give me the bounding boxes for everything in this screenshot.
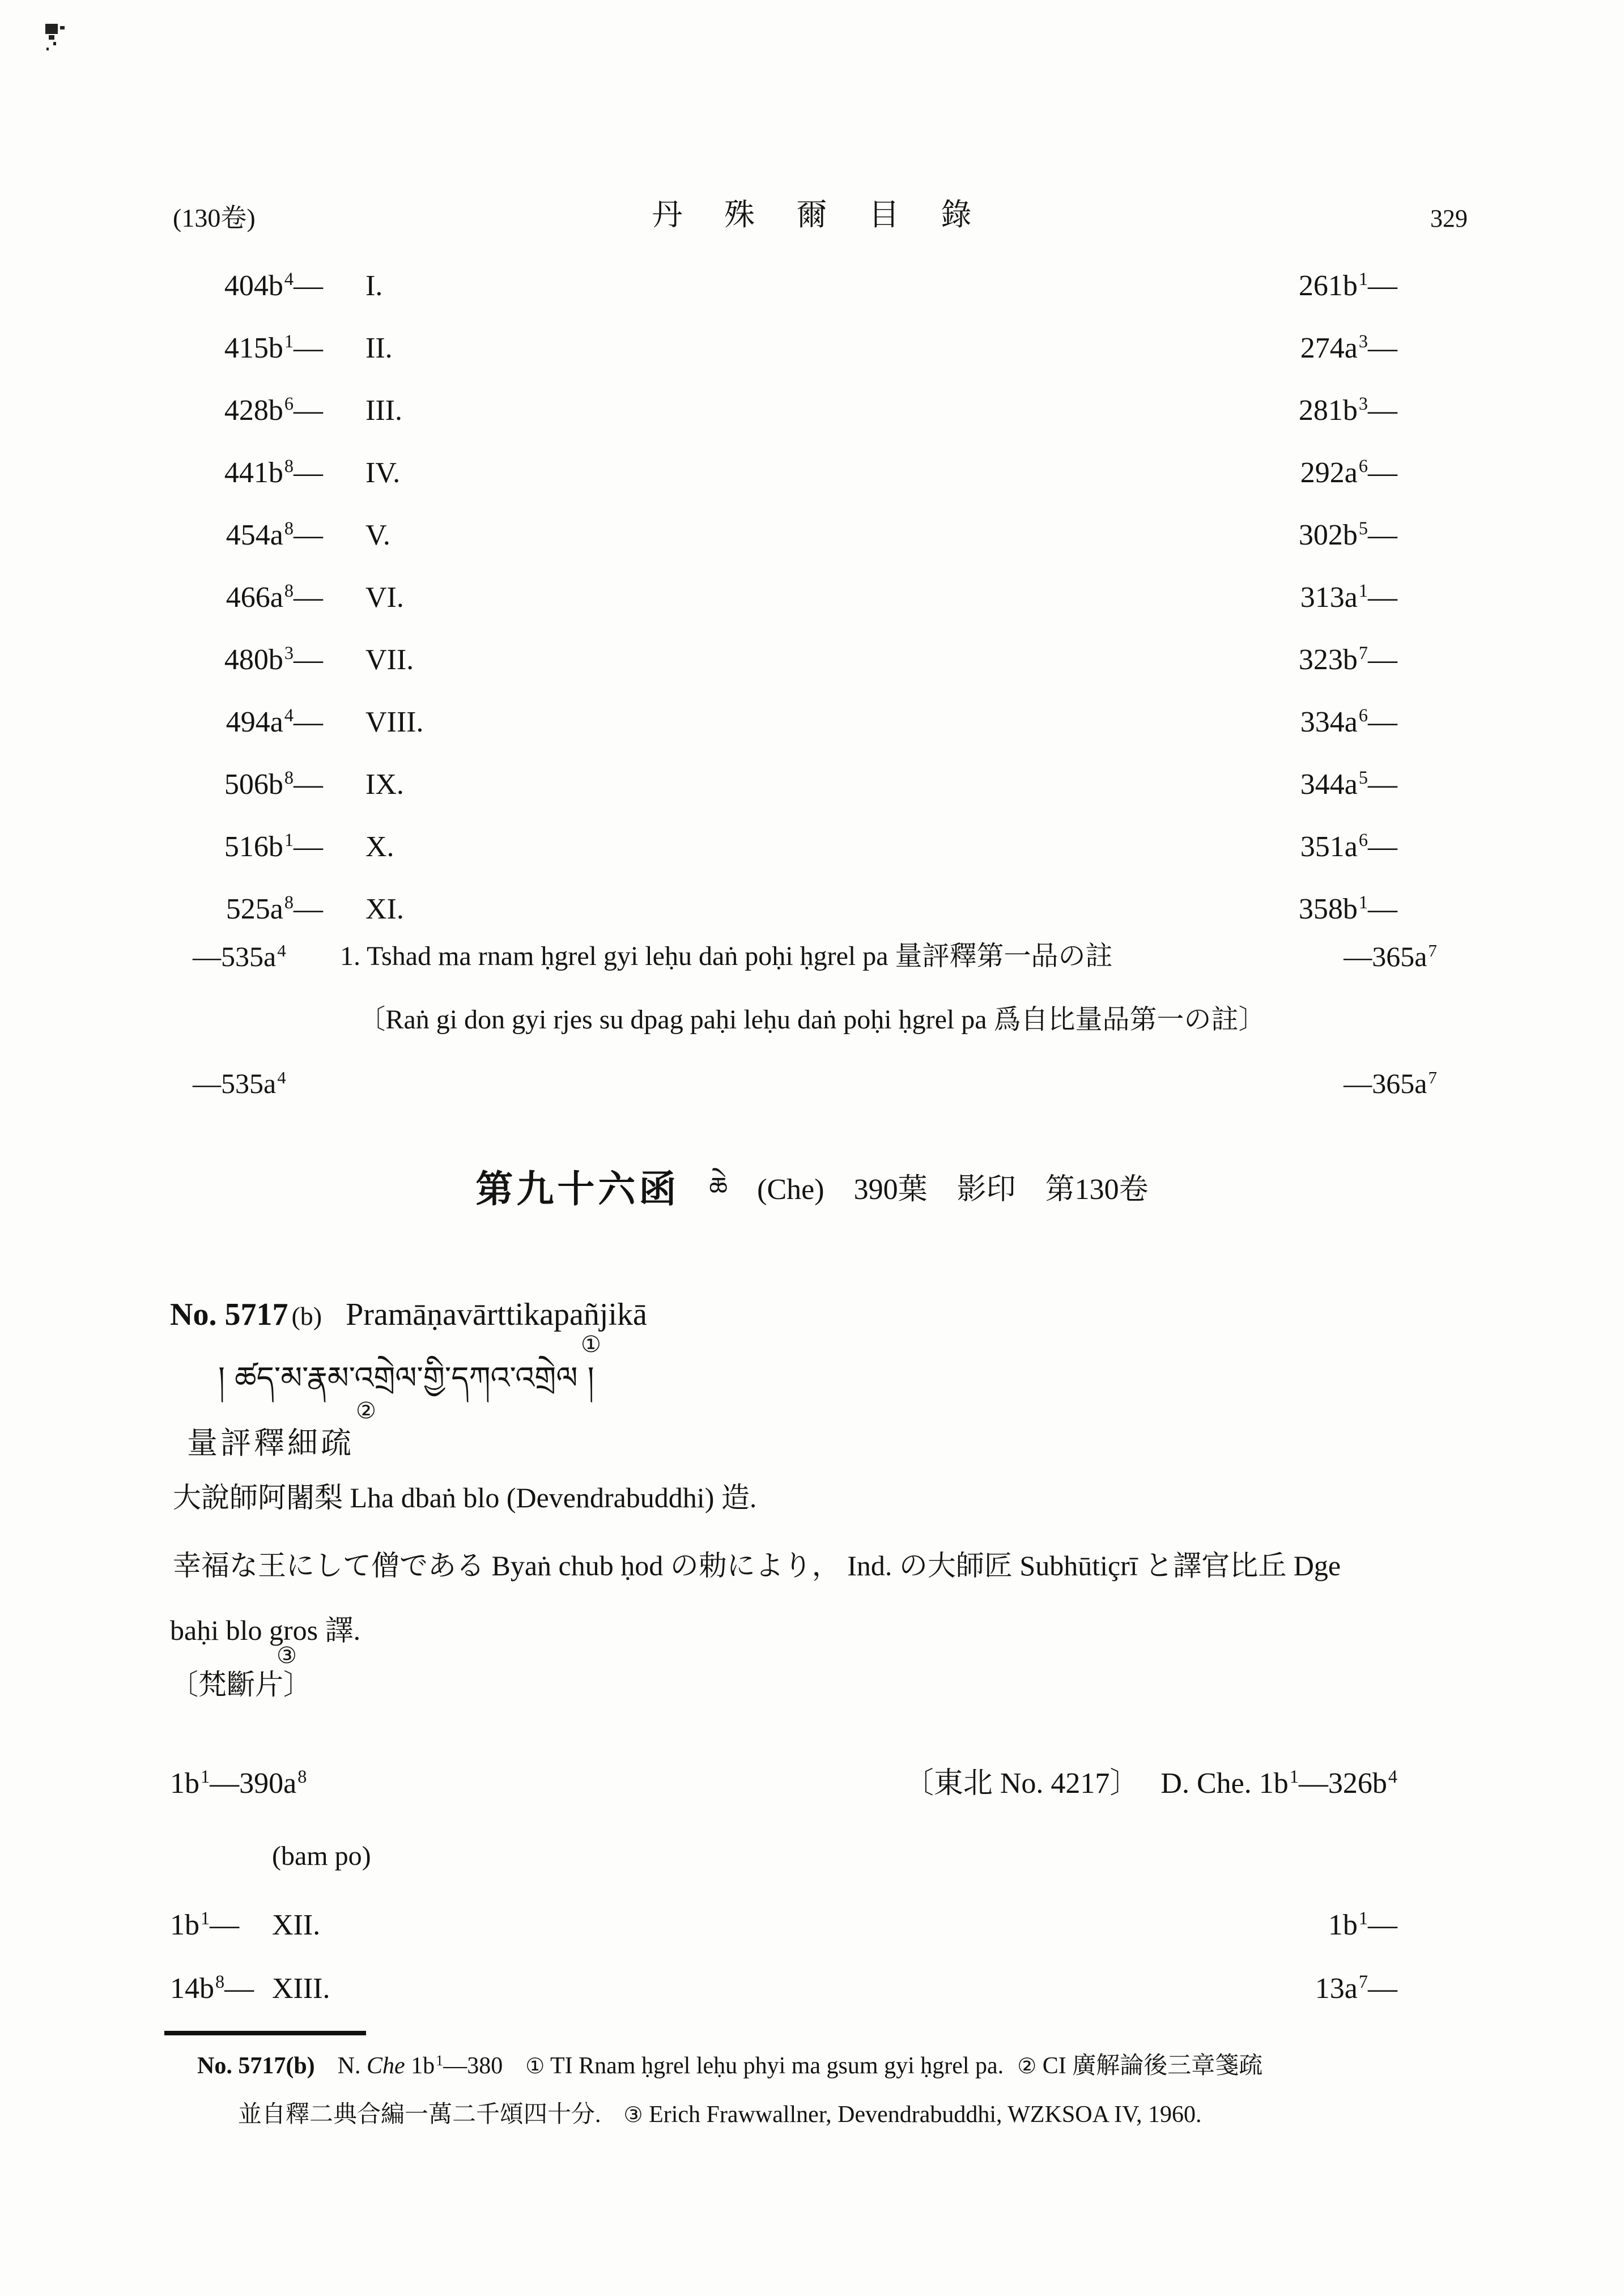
entry-gloss-row xyxy=(0,993,1624,1047)
superscript: 8 xyxy=(297,1766,307,1787)
folio-start: $494a^4—$ xyxy=(226,705,323,738)
dash: — xyxy=(1368,457,1397,489)
fragment-note: 〔梵斷片〕 xyxy=(170,1669,312,1700)
dash: — xyxy=(294,270,323,302)
note-mark-2: ② xyxy=(356,1398,379,1424)
dash: — xyxy=(294,581,323,614)
folio-row xyxy=(0,691,1624,754)
superscript: 8 xyxy=(284,518,294,539)
footnote-line-2 xyxy=(238,2098,1465,2132)
folio-start: $428b^6—$ xyxy=(224,393,323,427)
folio-row xyxy=(0,317,1624,380)
roman-numeral: VII. xyxy=(365,644,414,676)
folio-table xyxy=(0,255,1624,941)
footnote-mark-3: ③ xyxy=(623,2102,643,2127)
dash: — xyxy=(1368,394,1397,427)
chinese-title-line xyxy=(187,1398,379,1460)
folio-start: $14b^8—$ xyxy=(170,1971,254,2005)
folio-end: $313a^1—$ xyxy=(1300,580,1397,614)
tohoku-reference: 〔東北 No. 4217〕 D. Che. $1b^1—326b^4$ xyxy=(904,1766,1397,1800)
superscript: 7 xyxy=(1428,940,1437,960)
dash: — xyxy=(294,706,323,738)
superscript: 4 xyxy=(1388,1766,1397,1787)
roman-numeral: X. xyxy=(365,831,394,863)
folio-row xyxy=(0,567,1624,629)
superscript: 4 xyxy=(277,1067,286,1087)
roman-numeral: XIII. xyxy=(272,1972,330,2005)
dash: — xyxy=(294,519,323,551)
dash: — xyxy=(294,893,323,925)
header-volume-label: (130卷) xyxy=(173,203,256,232)
work-number: No. 5717 xyxy=(170,1297,288,1332)
superscript: 1 xyxy=(284,331,294,352)
che-italic: Che xyxy=(367,2053,405,2079)
superscript: 3 xyxy=(284,643,294,664)
superscript: 1 xyxy=(201,1907,210,1928)
superscript: 6 xyxy=(1358,830,1368,851)
extent-start: $1b^1—390a^8$ xyxy=(170,1766,307,1800)
dash: — xyxy=(294,332,323,364)
superscript: 8 xyxy=(284,456,294,477)
dash: — xyxy=(294,768,323,801)
footnote-mark-2: ② xyxy=(1017,2053,1037,2078)
dash: — xyxy=(294,457,323,489)
folio-row xyxy=(0,629,1624,691)
folio-start: $480b^3—$ xyxy=(224,643,323,676)
superscript: 1 xyxy=(1358,269,1368,290)
footnote-note-1: TI Rnam ḥgrel leḥu phyi ma gsum gyi ḥgrel pa. xyxy=(545,2053,1004,2079)
folio-end: $13a^7—$ xyxy=(1315,1971,1397,2005)
roman-numeral: XI. xyxy=(365,893,404,925)
work-number-line xyxy=(170,1299,647,1330)
superscript: 1 xyxy=(284,830,294,851)
dash: — xyxy=(1368,1972,1397,2005)
tibetan-letter: ཆེ xyxy=(709,1171,728,1202)
chapter-row xyxy=(0,1967,1624,2010)
folio-row xyxy=(0,754,1624,816)
superscript: 3 xyxy=(1358,331,1368,352)
fragment-note-line xyxy=(170,1643,312,1700)
tibetan-title: ། ཚད་མ་རྣམ་འགྲེལ་གྱི་དཀའ་འགྲེལ ། xyxy=(218,1360,594,1396)
dash: — xyxy=(224,1972,254,2005)
superscript: 1 xyxy=(1358,580,1368,601)
superscript: 8 xyxy=(215,1971,225,1992)
folio-end: $358b^1—$ xyxy=(1298,892,1397,925)
folio-start: $454a^8—$ xyxy=(226,518,323,551)
roman-numeral: I. xyxy=(365,270,383,302)
dash: — xyxy=(294,394,323,427)
page-header xyxy=(173,199,1468,239)
dash: — xyxy=(1368,1908,1397,1941)
dash: — xyxy=(1368,581,1397,614)
translator-line-2: baḥi blo gros 譯. xyxy=(170,1614,361,1646)
dash: — xyxy=(294,831,323,863)
chapter-entry-row xyxy=(0,928,1624,985)
dash: — xyxy=(1368,768,1397,801)
entry-title: 1. Tshad ma rnam ḥgrel gyi leḥu daṅ poḥi ḥgrel pa 量評釋第一品の註 xyxy=(340,941,1113,971)
roman-numeral: IX. xyxy=(365,768,404,801)
dash: — xyxy=(1368,706,1397,738)
superscript: 1 xyxy=(436,2052,444,2069)
closing-folio-row xyxy=(0,1055,1624,1112)
superscript: 8 xyxy=(284,892,294,913)
folio-row xyxy=(0,442,1624,504)
superscript: 1 xyxy=(1358,1907,1368,1928)
chapter-row xyxy=(0,1904,1624,1946)
dash: — xyxy=(294,644,323,676)
footnote-line-1 xyxy=(197,2049,1465,2084)
dash: — xyxy=(1368,270,1397,302)
author-line: 大說師阿闍梨 Lha dbaṅ blo (Devendrabuddhi) 造. xyxy=(173,1482,757,1513)
roman-numeral: VIII. xyxy=(365,706,424,738)
folio-end: $274a^3—$ xyxy=(1300,331,1397,364)
dash: — xyxy=(1368,332,1397,364)
dash: — xyxy=(1368,893,1397,925)
roman-numeral: V. xyxy=(365,519,390,551)
folio-end: $323b^7—$ xyxy=(1298,643,1397,676)
tibetan-title-line xyxy=(218,1332,601,1396)
volume-heading xyxy=(0,1156,1624,1224)
superscript: 4 xyxy=(284,705,294,726)
dash: — xyxy=(1368,644,1397,676)
folio-end: $281b^3—$ xyxy=(1298,393,1397,427)
superscript: 7 xyxy=(1428,1067,1437,1087)
roman-numeral: XII. xyxy=(272,1908,321,1941)
roman-numeral: II. xyxy=(365,332,393,364)
folio-end: $261b^1—$ xyxy=(1298,269,1397,302)
scan-artifact xyxy=(45,24,68,50)
footnote-label: No. 5717(b) xyxy=(197,2053,315,2079)
extent-line xyxy=(170,1766,1397,1800)
superscript: 5 xyxy=(1358,767,1368,788)
folio-row xyxy=(0,380,1624,442)
folio-start: $516b^1—$ xyxy=(224,830,323,863)
superscript: 3 xyxy=(1358,393,1368,414)
folio-start: $525a^8—$ xyxy=(226,892,323,925)
entry-start-folio: $—535a^4$ xyxy=(193,1067,286,1099)
folio-end: $302b^5—$ xyxy=(1298,518,1397,551)
print-label: 影印 xyxy=(956,1173,1016,1206)
superscript: 6 xyxy=(1358,705,1368,726)
folio-start: $415b^1—$ xyxy=(224,331,323,364)
folio-row xyxy=(0,816,1624,878)
folio-end: $351a^6—$ xyxy=(1300,830,1397,863)
folio-end: $344a^5—$ xyxy=(1300,767,1397,801)
folio-row xyxy=(0,255,1624,317)
page-number: 329 xyxy=(1430,205,1468,232)
folio-start: $466a^8—$ xyxy=(226,580,323,614)
work-title: Pramāṇavārttikapañjikā xyxy=(346,1297,647,1332)
superscript: 8 xyxy=(284,580,294,601)
folio-start: $506b^8—$ xyxy=(224,767,323,801)
dash: — xyxy=(1368,519,1397,551)
folio-end: $334a^6—$ xyxy=(1300,705,1397,738)
folio-start: $1b^1—$ xyxy=(170,1907,240,1941)
superscript: 4 xyxy=(284,269,294,290)
translator-line: 幸福な王にして僧である Byaṅ chub ḥod の勅により， Ind. の大師匠 Subhūtiçrī と譯官比丘 Dge xyxy=(173,1550,1341,1581)
volume-label: 第130卷 xyxy=(1045,1173,1149,1206)
folio-start: $441b^8—$ xyxy=(224,456,323,489)
entry-gloss: 〔Raṅ gi don gyi rjes su dpag paḥi leḥu daṅ poḥi ḥgrel pa 爲自比量品第一の註〕 xyxy=(358,1004,1266,1035)
footnote-mark-1: ① xyxy=(525,2053,545,2078)
superscript: 6 xyxy=(1358,456,1368,477)
folio-row xyxy=(0,504,1624,567)
superscript: 6 xyxy=(284,393,294,414)
page-title: 丹 殊 爾 目 錄 xyxy=(652,198,989,232)
note-mark-3: ③ xyxy=(277,1643,297,1669)
superscript: 1 xyxy=(1289,1766,1299,1787)
work-sub-number: (b) xyxy=(291,1302,322,1330)
entry-end-folio: $—365a^7$ xyxy=(1344,940,1437,972)
note-mark-1: ① xyxy=(581,1332,601,1358)
folio-start: $404b^4—$ xyxy=(224,269,323,302)
footnote-note-2-continued: 並自釋二典合編一萬二千頌四十分. xyxy=(238,2102,601,2128)
dash: — xyxy=(1368,831,1397,863)
folio-end: $1b^1—$ xyxy=(1328,1907,1397,1941)
superscript: 7 xyxy=(1358,1971,1368,1992)
roman-numeral: III. xyxy=(365,394,402,427)
entry-end-folio: $—365a^7$ xyxy=(1344,1067,1437,1099)
transliteration-label: (Che) xyxy=(757,1173,824,1206)
footnote-rule xyxy=(164,2031,366,2035)
bam-po-label: (bam po) xyxy=(272,1841,371,1871)
superscript: 8 xyxy=(284,767,294,788)
entry-start-folio: $—535a^4$ xyxy=(193,940,286,972)
roman-numeral: VI. xyxy=(365,581,404,614)
leaf-count: 390葉 xyxy=(853,1173,928,1206)
superscript: 7 xyxy=(1358,643,1368,664)
superscript: 1 xyxy=(201,1766,210,1787)
footnote-note-3: Erich Frawwallner, Devendrabuddhi, WZKSOA IV, 1960. xyxy=(643,2102,1202,2128)
dash: — xyxy=(210,1908,240,1941)
folio-end: $292a^6—$ xyxy=(1300,456,1397,489)
superscript: 1 xyxy=(1358,892,1368,913)
superscript: 4 xyxy=(277,940,286,960)
superscript: 5 xyxy=(1358,518,1368,539)
footnote-ref: N. Che $1b^1—380$ xyxy=(337,2052,503,2079)
volume-number: 第九十六函 xyxy=(475,1169,680,1210)
footnote-note-2: CI 廣解論後三章箋疏 xyxy=(1036,2053,1263,2079)
roman-numeral: IV. xyxy=(365,457,401,489)
chinese-title: 量評釋細疏 xyxy=(187,1426,354,1460)
